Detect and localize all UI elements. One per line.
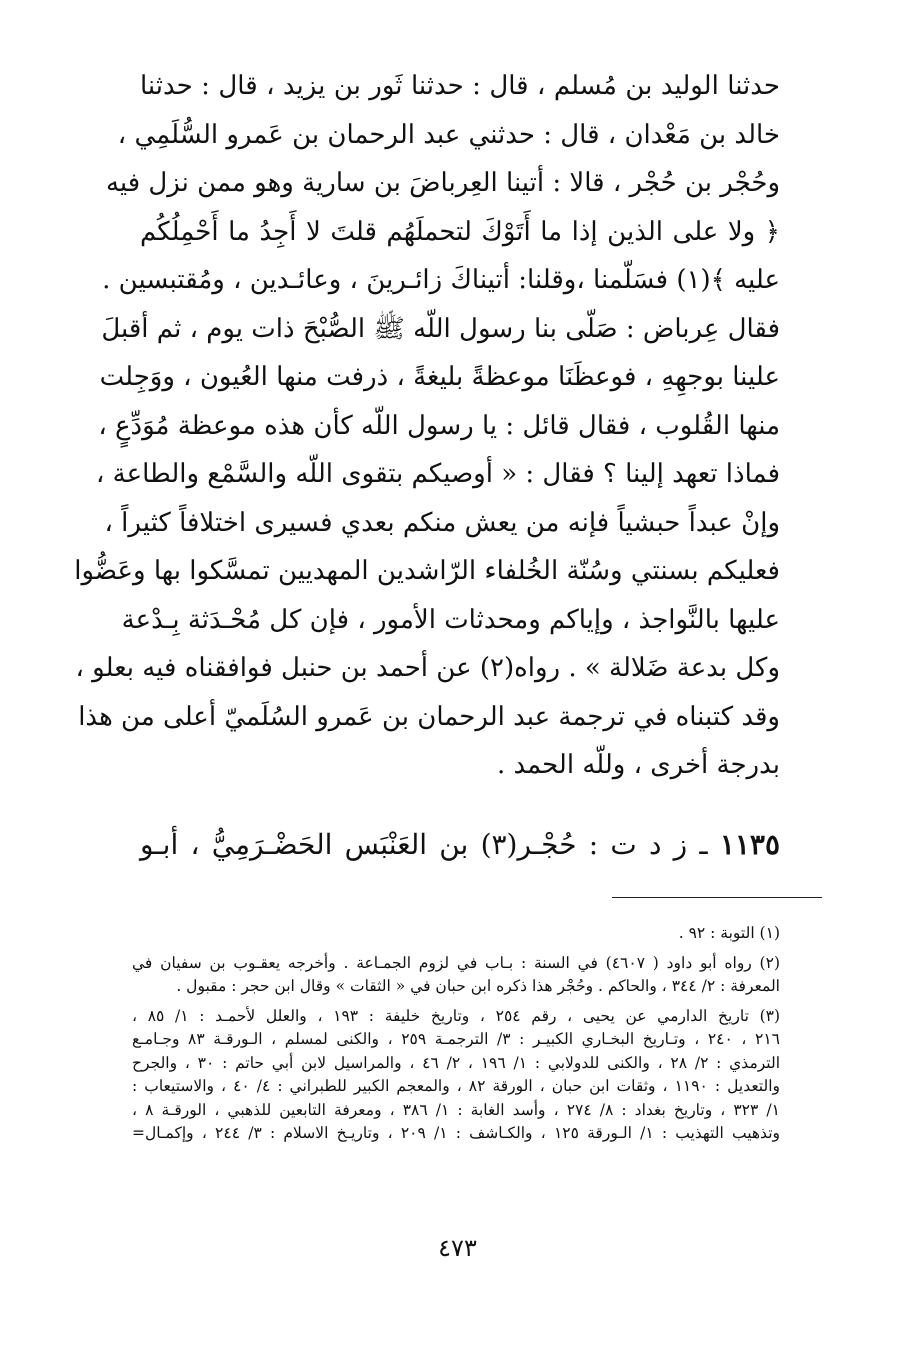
body-line: علينا بوجهِهِ ، فوعظَنَا موعظةً بليغةً ، ذرفت منها العُيون ، ووَجِلت — [99, 362, 780, 392]
body-line: خالد بن مَعْدان ، قال : حدثني عبد الرحمان بن عَمرو السُّلَمِي ، — [117, 119, 780, 150]
footnotes — [132, 922, 780, 1146]
body-line: وقد كتبناه في ترجمة عبد الرحمان بن عَمرو السُلَميّ أعلى من هذا — [78, 701, 780, 732]
body-line: فقال عِرباض : صَلّى بنا رسول اللّه ﷺ الصُّبْحَ ذات يوم ، ثم أقبلَ — [101, 313, 780, 344]
footnote-line: الترمذي : ٢/ ٢٨ ، والكنى للدولابي : ١/ ١٩٦ ، ٢/ ٤٦ ، والمراسيل لابن أبي حاتم : ٣٠ ، والجرح — [132, 1053, 781, 1072]
body-line: حدثنا الوليد بن مُسلم ، قال : حدثنا ثَور بن يزيد ، قال : حدثنا — [140, 71, 780, 101]
footnote-line: ٢١٦ ، ٢٤٠ ، وتـاريخ البخـاري الكبيـر : ٣/ الترجمـة ٢٥٩ ، والكنى لمسلم ، الـورقـة ٨٣ وجـامـع — [132, 1030, 780, 1048]
body-line: عليه ﴾(١) فسَلّمنا ،وقلنا: أتيناكَ زائـرينَ ، وعائـدين ، ومُقتبسين . — [102, 265, 780, 295]
body-line: وكل بدعة ضَلالة » . رواه(٢) عن أحمد بن حنبل فوافقناه فيه بعلو ، — [75, 653, 780, 683]
footnote-line: وتذهيب التهذيب : ١/ الـورقة ١٢٥ ، والكـاشف : ١/ ٢٠٩ ، وتاريـخ الاسلام : ٣/ ٢٤٤ ، وإكمـال= — [132, 1124, 780, 1142]
body-line: عليها بالنَّواجذ ، وإياكم ومحدثات الأمور ، فإن كل مُحْـدَثة بِـدْعة — [121, 604, 780, 635]
footnote-line: (٣) تاريخ الدارمي عن يحيى ، رقم ٢٥٤ ، وتاريخ خليفة : ١٩٣ ، والعلل لأحمـد : ١/ ٨٥ ، — [132, 1006, 781, 1025]
entry-number: ١١٣٥ — [719, 828, 780, 861]
entry-text: ـ ز د ت : حُجْـر(٣) بن العَنْبَس الحَضْـرَمِيُّ ، أبـو — [140, 828, 708, 861]
footnote-line: (٢) رواه أبو داود ( ٤٦٠٧) في السنة : بـاب في لزوم الجمـاعة . وأخرجه يعقـوب بن سفيان في — [132, 953, 780, 972]
body-line: وإنْ عبداً حبشياً فإنه من يعش منكم بعدي فسيرى اختلافاً كثيراً ، — [104, 507, 780, 538]
main-text — [74, 62, 780, 790]
footnote-line: ١/ ٣٢٣ ، وتاريخ بغداد : ٨/ ٢٧٤ ، وأسد الغابة : ١/ ٣٨٦ ، ومعرفة التابعين للذهبي ، الورقـة ٨ ، — [132, 1100, 780, 1119]
body-line: فماذا تعهد إلينا ؟ فقال : « أوصيكم بتقوى اللّه والسَّمْع والطاعة ، — [95, 459, 780, 489]
footnote-line: (١) التوبة : ٩٢ . — [678, 924, 780, 942]
footnote-line: والتعديل : ١١٩٠ ، وثقات ابن حبان ، الورقة ٨٢ ، والمعجم الكبير للطبراني : ٤/ ٤٠ ، والاستيعاب : — [132, 1077, 780, 1095]
body-line: فعليكم بسنتي وسُنّة الخُلفاء الرّاشدين المهديين تمسَّكوا بها وعَضُّوا — [74, 556, 780, 586]
footnote-line: المعرفة : ٢/ ٣٤٤ ، والحاكم . وحُجْر هذا ذكره ابن حبان في « الثقات » وقال ابن حجر : مقبول . — [176, 977, 780, 995]
body-line: منها القُلوب ، فقال قائل : يا رسول اللّه كأن هذه موعظة مُوَدِّعٍ ، — [98, 410, 780, 441]
body-line: بدرجة أخرى ، وللّه الحمد . — [496, 750, 780, 780]
entry-heading — [140, 818, 780, 872]
body-line: ﴿ ولا على الذين إذا ما أَتَوْكَ لتحملَهُم قلتَ لا أَجِدُ ما أَحْمِلُكُم — [140, 216, 780, 247]
footnote-divider — [612, 897, 822, 898]
page-number: ٤٧٣ — [438, 1234, 477, 1262]
body-line: وحُجْر بن حُجْر ، قالا : أتينا العِرباضَ بن سارية وهو ممن نزل فيه — [105, 168, 780, 198]
